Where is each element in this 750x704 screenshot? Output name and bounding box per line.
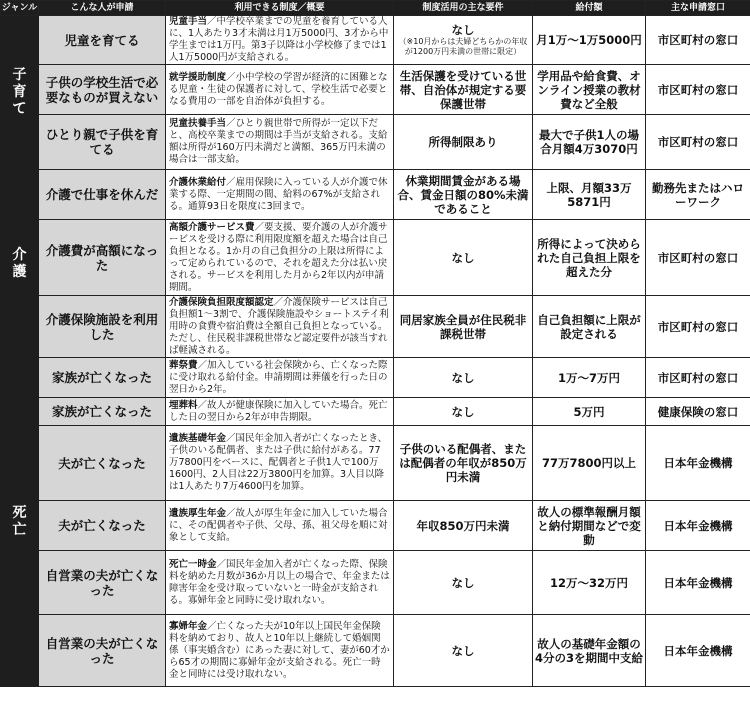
system-name: 児童手当 [169, 16, 208, 27]
system-overview: ／中学校卒業までの児童を養育している人に、1人あたり3才未満は月1万5000円、3才から中学生までは1万円。第3子以降は小学校修了までは1人1万5000円が支給される。 [169, 16, 389, 63]
header-requirement: 制度活用の主な要件 [394, 1, 533, 16]
system-overview: ／介護保険サービスは自己負担額1〜3割で、介護保険施設やショートステイ利用時の食費や宿泊費は全額自己負担となっている。ただし、住民税非課税世帯など認定要件が該当すれば軽減される。 [169, 296, 389, 356]
amount-cell: 77万7800円以上 [533, 426, 646, 501]
system-overview: ／国民年金加入者が亡くなった際、保険料を納めた月数が36か月以上の場合で、年金または障害年金を受け取っていないと一時金が支給される。寡婦年金と同時に受け取れない。 [169, 558, 390, 606]
person-cell: 介護保険施設を利用した [39, 296, 166, 358]
requirement-cell: なし [394, 358, 533, 398]
system-overview: ／ひとり親世帯で所得が一定以下だと、高校卒業までの期間は手当が支給される。支給額は所得が160万円未満だと満額、365万円未満の場合は一部支給。 [169, 118, 388, 165]
window-cell: 市区町村の窓口 [646, 220, 750, 296]
amount-cell: 自己負担額に上限が設定される [533, 296, 646, 358]
window-cell: 日本年金機構 [646, 426, 750, 501]
table-row [1, 115, 750, 170]
system-overview: ／加入している社会保険から、亡くなった際に受け取れる給付金。申請期間は葬儀を行った日の翌日から2年。 [169, 359, 388, 395]
amount-cell: 故人の標準報酬月額と納付期間などで変動 [533, 501, 646, 551]
person-cell: 夫が亡くなった [39, 426, 166, 501]
person-cell: 自営業の夫が亡くなった [39, 551, 166, 615]
system-overview: ／雇用保険に入っている人が介護で休業する際、一定期間の間、給料の67%が支給される。通算93日を限度に3回まで。 [169, 176, 388, 212]
system-cell [166, 426, 394, 501]
system-name: 介護休業給付 [169, 176, 227, 188]
genre-care: 介護 [1, 170, 39, 358]
system-cell [166, 296, 394, 358]
header-window: 主な申請窓口 [646, 1, 750, 16]
system-overview: ／要支援、要介護の人が介護サービスを受ける際に利用限度額を超えた場合は自己負担となる。1か月の自己負担分の上限は所得によって定められているので、それを超えた分は払い戻される。サービスを利用した月から2年以内が申請期間。 [169, 221, 388, 293]
table-header-row [1, 1, 750, 16]
requirement-cell: 休業期間賃金がある場合、賃金日額の80%未満であること [394, 170, 533, 220]
window-cell: 日本年金機構 [646, 551, 750, 615]
person-cell: 介護で仕事を休んだ [39, 170, 166, 220]
amount-cell: 月1万〜1万5000円 [533, 16, 646, 65]
amount-cell: 所得によって決められた自己負担上限を超えた分 [533, 220, 646, 296]
window-cell: 市区町村の窓口 [646, 115, 750, 170]
system-cell [166, 16, 394, 65]
requirement-cell: なし [394, 615, 533, 687]
table-row [1, 398, 750, 426]
system-name: 遺族基礎年金 [169, 433, 227, 444]
system-cell [166, 501, 394, 551]
system-name: 遺族厚生年金 [169, 507, 227, 519]
system-name: 高額介護サービス費 [169, 221, 255, 233]
system-cell [166, 358, 394, 398]
requirement-cell: 同居家族全員が住民税非課税世帯 [394, 296, 533, 358]
window-cell: 市区町村の窓口 [646, 296, 750, 358]
window-cell: 勤務先またはハローワーク [646, 170, 750, 220]
amount-cell: 1万〜7万円 [533, 358, 646, 398]
system-overview: ／故人が健康保険に加入していた場合。死亡した日の翌日から2年が申告期限。 [169, 399, 388, 423]
system-overview: ／小中学校の学習が経済的に困難となる児童・生徒の保護者に対して、学校生活で必要となる費用の一部を自治体が負担する。 [169, 71, 388, 107]
table-row [1, 615, 750, 687]
requirement-cell: なし [394, 398, 533, 426]
person-cell: 介護費が高額になった [39, 220, 166, 296]
system-cell [166, 65, 394, 115]
header-person: こんな人が申請 [39, 1, 166, 16]
system-name: 寡婦年金 [169, 620, 208, 632]
person-cell: 家族が亡くなった [39, 358, 166, 398]
amount-cell: 最大で子供1人の場合月額4万3070円 [533, 115, 646, 170]
requirement-cell: なし [394, 220, 533, 296]
system-overview: ／亡くなった夫が10年以上国民年金保険料を納めており、故人と10年以上継続して婚姻関係（事実婚含む）にあった妻に対して、妻が60才から65才の期間に寡婦年金が支給される。死亡一時金と同時には受け取れない。 [169, 620, 390, 680]
requirement-cell: 生活保護を受けている世帯、自治体が規定する要保護世帯 [394, 65, 533, 115]
amount-cell: 12万〜32万円 [533, 551, 646, 615]
header-genre: ジャンル [1, 1, 39, 16]
system-cell [166, 115, 394, 170]
person-cell: 家族が亡くなった [39, 398, 166, 426]
system-overview: ／国民年金加入者が亡くなったとき、子供のいる配偶者、または子供に給付がある。77万7800円をベースに、配偶者と子供1人で100万1600円、2人目は22万3800円を加算。3人目以降は1人あたり7万4600円を加算。 [169, 433, 388, 492]
person-cell: 夫が亡くなった [39, 501, 166, 551]
requirement-cell: 所得制限あり [394, 115, 533, 170]
system-name: 葬祭費 [169, 359, 198, 371]
table-row [1, 296, 750, 358]
person-cell: 子供の学校生活で必要なものが買えない [39, 65, 166, 115]
person-cell: 児童を育てる [39, 16, 166, 65]
requirement-cell [394, 16, 533, 65]
table-row [1, 170, 750, 220]
amount-cell: 上限、月額33万5871円 [533, 170, 646, 220]
table-row [1, 16, 750, 65]
header-system: 利用できる制度／概要 [166, 1, 394, 16]
system-cell [166, 398, 394, 426]
person-cell: ひとり親で子供を育てる [39, 115, 166, 170]
amount-cell: 故人の基礎年金額の4分の3を期間中支給 [533, 615, 646, 687]
system-overview: ／故人が厚生年金に加入していた場合に、その配偶者や子供、父母、孫、祖父母を順に対象として支給。 [169, 507, 388, 543]
requirement-cell: 年収850万円未満 [394, 501, 533, 551]
window-cell: 市区町村の窓口 [646, 16, 750, 65]
amount-cell: 5万円 [533, 398, 646, 426]
table-row [1, 358, 750, 398]
system-name: 児童扶養手当 [169, 118, 227, 129]
system-cell [166, 615, 394, 687]
requirement-text: なし [451, 23, 475, 37]
system-cell [166, 551, 394, 615]
table-row [1, 220, 750, 296]
genre-childcare: 子育て [1, 16, 39, 170]
window-cell: 市区町村の窓口 [646, 358, 750, 398]
requirement-cell: なし [394, 551, 533, 615]
amount-cell: 学用品や給食費、オンライン授業の教材費など全般 [533, 65, 646, 115]
system-cell [166, 220, 394, 296]
table-row [1, 501, 750, 551]
system-name: 死亡一時金 [169, 558, 217, 570]
system-cell [166, 170, 394, 220]
system-name: 就学援助制度 [169, 71, 227, 83]
system-name: 埋葬料 [169, 399, 198, 411]
window-cell: 市区町村の窓口 [646, 65, 750, 115]
table-row [1, 426, 750, 501]
system-name: 介護保険負担限度額認定 [169, 296, 274, 308]
table-row [1, 551, 750, 615]
genre-death: 死亡 [1, 358, 39, 687]
table-row [1, 65, 750, 115]
window-cell: 日本年金機構 [646, 501, 750, 551]
window-cell: 健康保険の窓口 [646, 398, 750, 426]
header-amount: 給付額 [533, 1, 646, 16]
person-cell: 自営業の夫が亡くなった [39, 615, 166, 687]
window-cell: 日本年金機構 [646, 615, 750, 687]
requirement-cell: 子供のいる配偶者、または配偶者の年収が850万円未満 [394, 426, 533, 501]
requirement-note: （※10月からは夫婦どちらかの年収が1200万円未満の世帯に限定） [398, 37, 528, 56]
